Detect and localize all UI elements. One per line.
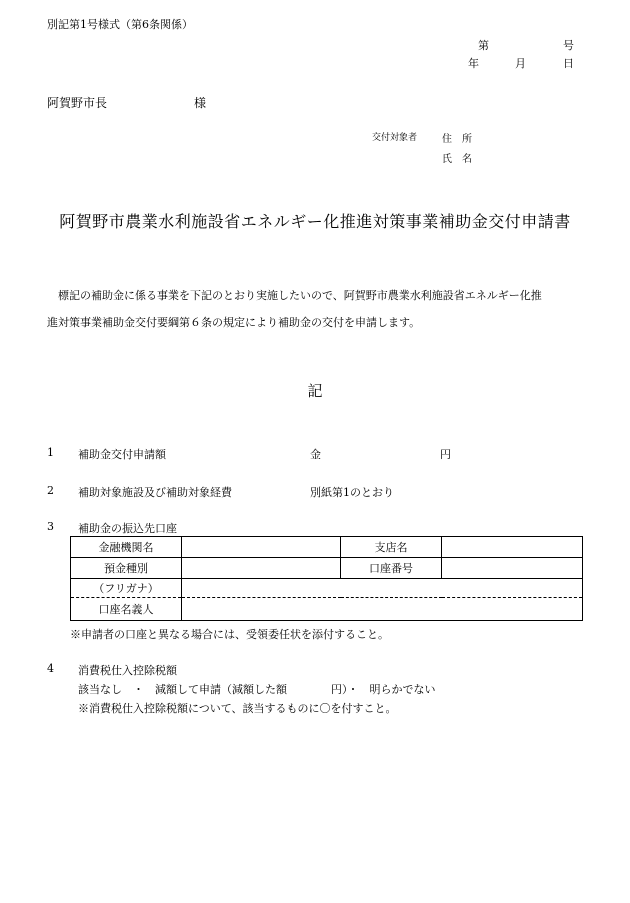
ki-heading: 記 xyxy=(307,382,323,400)
section-1-label: 補助金交付申請額 xyxy=(78,448,166,461)
number-prefix: 第 xyxy=(478,39,489,52)
applicant-name-label: 氏 名 xyxy=(442,154,472,165)
bank-name-label: 金融機関名 xyxy=(71,537,182,558)
account-number-field[interactable] xyxy=(442,558,583,579)
section-3-number: 3 xyxy=(47,520,54,533)
date-month: 月 xyxy=(515,57,526,70)
table-row xyxy=(71,537,583,558)
account-holder-field[interactable] xyxy=(182,598,583,621)
section-3-note: ※申請者の口座と異なる場合には、受領委任状を添付すること。 xyxy=(70,628,389,641)
applicant-address-label: 住 所 xyxy=(442,134,472,145)
body-line-1: 標記の補助金に係る事業を下記のとおり実施したいので、阿賀野市農業水利施設省エネルギー化推 xyxy=(58,289,542,302)
addressee-name: 阿賀野市長 xyxy=(47,96,108,110)
date-year: 年 xyxy=(468,57,479,70)
table-row xyxy=(71,558,583,579)
account-holder-label: 口座名義人 xyxy=(71,598,182,621)
section-2-label: 補助対象施設及び補助対象経費 xyxy=(78,486,232,499)
number-suffix: 号 xyxy=(563,39,574,52)
branch-name-label: 支店名 xyxy=(341,537,442,558)
section-4-note: ※消費税仕入控除税額について、該当するものに〇を付すこと。 xyxy=(78,702,397,715)
account-number-label: 口座番号 xyxy=(341,558,442,579)
body-line-2: 進対策事業補助金交付要綱第６条の規定により補助金の交付を申請します。 xyxy=(47,316,421,329)
section-4-number: 4 xyxy=(47,662,54,675)
table-row xyxy=(71,598,583,621)
deposit-type-label: 預金種別 xyxy=(71,558,182,579)
section-3-label: 補助金の振込先口座 xyxy=(78,522,177,535)
section-1-currency: 金 xyxy=(310,448,321,461)
section-4-label: 消費税仕入控除税額 xyxy=(78,664,177,677)
furigana-field[interactable] xyxy=(182,579,583,598)
section-1-number: 1 xyxy=(47,446,54,459)
body-text xyxy=(47,282,587,336)
section-4-options: 該当なし ・ 減額して申請（減額した額 円）・ 明らかでない xyxy=(78,683,436,696)
branch-name-field[interactable] xyxy=(442,537,583,558)
bank-name-field[interactable] xyxy=(182,537,341,558)
bank-account-table xyxy=(70,536,583,621)
document-title: 阿賀野市農業水利施設省エネルギー化推進対策事業補助金交付申請書 xyxy=(59,212,571,231)
form-id: 別記第1号様式（第6条関係） xyxy=(47,18,193,31)
section-2-value: 別紙第1のとおり xyxy=(310,486,394,499)
addressee-honorific: 様 xyxy=(194,96,207,110)
furigana-label: （フリガナ） xyxy=(71,579,182,598)
section-2-number: 2 xyxy=(47,484,54,497)
date-day: 日 xyxy=(563,57,574,70)
table-row xyxy=(71,579,583,598)
applicant-label: 交付対象者 xyxy=(372,133,418,143)
deposit-type-field[interactable] xyxy=(182,558,341,579)
section-1-unit: 円 xyxy=(440,448,451,461)
